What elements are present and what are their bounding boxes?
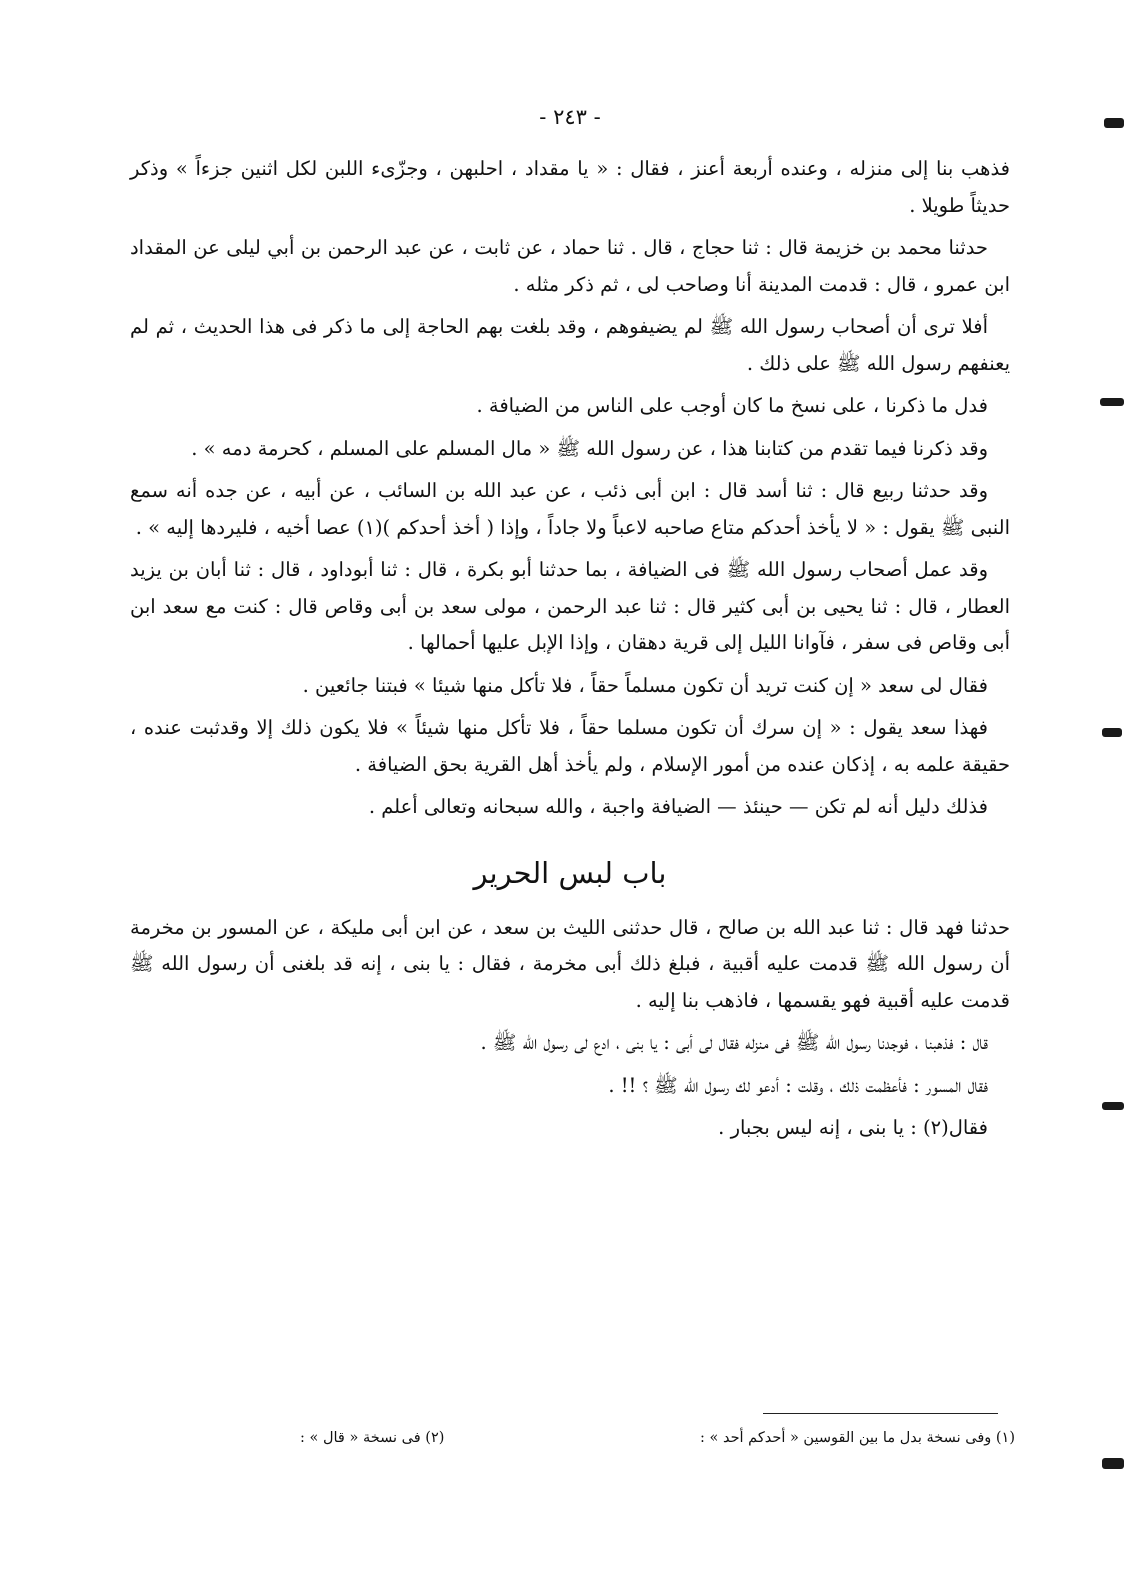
- paragraph: وقد حدثنا ربيع قال : ثنا أسد قال : ابن أبى ذئب ، عن عبد الله بن السائب ، عن أبيه ، عن جده أنه سمع النبى ﷺ يقول : « لا يأخذ أحدكم متاع صاحبه لاعباً ولا جاداً ، وإذا ( أخذ أحدكم )(١) عصا أخيه ، فليردها إليه » .: [130, 479, 1010, 539]
- scan-margin-mark: [1102, 1102, 1124, 1110]
- footnote-1: (١) وفى نسخة بدل ما بين القوسين « أحدكم أحد » :: [700, 1430, 1015, 1446]
- paragraph: فدل ما ذكرنا ، على نسخ ما كان أوجب على الناس من الضيافة .: [476, 394, 988, 417]
- paragraph: وقد ذكرنا فيما تقدم من كتابنا هذا ، عن رسول الله ﷺ « مال المسلم على المسلم ، كحرمة دمه » .: [191, 436, 988, 460]
- footnote-2: (٢) فى نسخة « قال » :: [300, 1430, 445, 1446]
- paragraph: فقال لى سعد « إن كنت تريد أن تكون مسلماً حقاً ، فلا تأكل منها شيئا » فبتنا جائعين .: [302, 673, 988, 697]
- scan-margin-mark: [1104, 118, 1124, 128]
- paragraph: فذلك دليل أنه لم تكن — حينئذ — الضيافة واجبة ، والله سبحانه وتعالى أعلم .: [368, 795, 988, 818]
- chapter-title: باب لبس الحرير: [473, 855, 667, 890]
- page-number: - ٢٤٣ -: [539, 105, 601, 129]
- paragraph: حدثنا محمد بن خزيمة قال : ثنا حجاج ، قال . ثنا حماد ، عن ثابت ، عن عبد الرحمن بن أبي ليلى عن المقداد ابن عمرو ، قال : قدمت المدينة أنا وصاحب لى ، ثم ذكر مثله .: [130, 236, 1010, 296]
- paragraph: قال : فذهبنا ، فوجدنا رسول الله ﷺ فى منزله فقال لى أبى : يا بنى ، ادع لى رسول الله ﷺ .: [480, 1031, 988, 1054]
- paragraph: فقال(٢) : يا بنى ، إنه ليس بجبار .: [718, 1116, 988, 1139]
- scan-margin-mark: [1100, 398, 1124, 406]
- scan-margin-mark: [1102, 728, 1122, 737]
- paragraph: حدثنا فهد قال : ثنا عبد الله بن صالح ، قال حدثنى الليث بن سعد ، عن ابن أبى مليكة ، عن المسور بن مخرمة أن رسول الله ﷺ قدمت عليه أقبية ، فبلغ ذلك أبى مخرمة ، فقال : يا بنى ، إنه قد بلغنى أن رسول الله ﷺ قدمت عليه أقبية فهو يقسمها ، فاذهب بنا إليه .: [130, 915, 1010, 1012]
- paragraph: أفلا ترى أن أصحاب رسول الله ﷺ لم يضيفوهم ، وقد بلغت بهم الحاجة إلى ما ذكر فى هذا الحديث ، ثم لم يعنفهم رسول الله ﷺ على ذلك .: [130, 315, 1010, 375]
- paragraph: فذهب بنا إلى منزله ، وعنده أربعة أعنز ، فقال : « يا مقداد ، احلبهن ، وجزّىء اللبن لكل اثنين جزءاً » وذكر حديثاً طويلا .: [130, 157, 1010, 217]
- paragraph: فهذا سعد يقول : « إن سرك أن تكون مسلما حقاً ، فلا تأكل منها شيئاً » فلا يكون ذلك إلا وقدثبت عنده ، حقيقة علمه به ، إذكان عنده من أمور الإسلام ، ولم يأخذ أهل القرية بحق الضيافة .: [130, 716, 1010, 776]
- footnote-divider: [763, 1413, 998, 1414]
- paragraph: وقد عمل أصحاب رسول الله ﷺ فى الضيافة ، بما حدثنا أبو بكرة ، قال : ثنا أبوداود ، قال : ثنا أبان بن يزيد العطار ، قال : ثنا يحيى بن أبى كثير قال : ثنا عبد الرحمن ، مولى سعد بن أبى وقاص قال : كنت مع سعد ابن أبى وقاص فى سفر ، فآوانا الليل إلى قرية دهقان ، وإذا الإبل عليها أحمالها .: [130, 558, 1010, 654]
- document-page: [130, 105, 1010, 1153]
- footnotes: [300, 1430, 1015, 1446]
- paragraph: فقال المسور : فأعظمت ذلك ، وقلت : أدعو لك رسول الله ﷺ ؟ !! .: [608, 1073, 988, 1097]
- scan-margin-mark: [1102, 1458, 1124, 1469]
